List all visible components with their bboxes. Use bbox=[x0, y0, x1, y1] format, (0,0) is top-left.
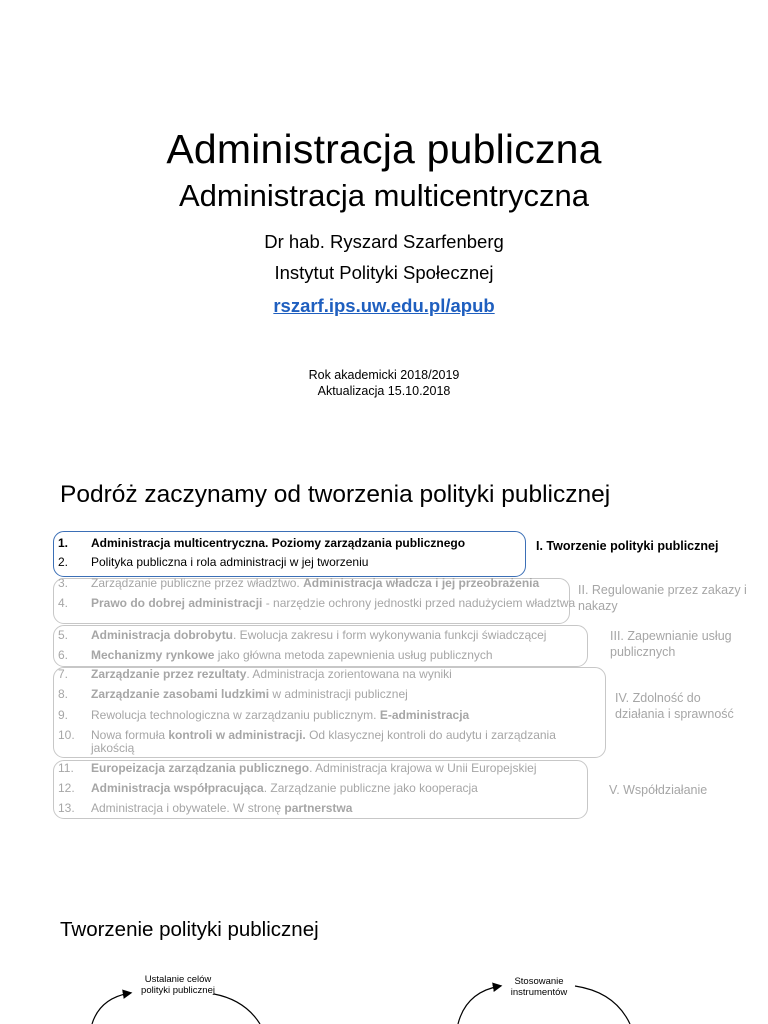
item-number: 8. bbox=[58, 687, 69, 701]
item-bold: Mechanizmy rynkowe bbox=[91, 648, 215, 662]
cycle-arc-right bbox=[458, 986, 500, 1024]
slide-subtitle: Administracja multicentryczna bbox=[178, 178, 590, 213]
item-bold: Administracja multicentryczna. Poziomy zarządzania publicznego bbox=[91, 536, 466, 550]
item-number: 4. bbox=[58, 596, 69, 610]
item-bold: Europeizacja zarządzania publicznego bbox=[91, 761, 310, 775]
item-text: Nowa formuła bbox=[91, 728, 169, 742]
item-text-rest: Od klasycznej kontroli do audytu i zarządzania jakością bbox=[91, 728, 556, 755]
item-text: jako główna metoda zapewnienia usług publicznych bbox=[214, 648, 493, 662]
group-label-5: V. Współdziałanie bbox=[609, 783, 708, 797]
link-row bbox=[0, 295, 768, 317]
item-number: 1. bbox=[58, 536, 69, 550]
item-bold: Zarządzanie przez rezultaty bbox=[91, 667, 247, 681]
item-bold: Administracja współpracująca bbox=[91, 781, 264, 795]
institute-name: Instytut Polityki Społecznej bbox=[274, 262, 494, 283]
item-text: Rewolucja technologiczna w zarządzaniu publicznym. bbox=[91, 708, 380, 722]
section-title-2: Tworzenie polityki publicznej bbox=[60, 918, 319, 941]
academic-year: Rok akademicki 2018/2019 bbox=[308, 368, 460, 382]
item-text: w administracji publicznej bbox=[269, 687, 408, 701]
item-number: 6. bbox=[58, 648, 69, 662]
author-name: Dr hab. Ryszard Szarfenberg bbox=[264, 231, 504, 252]
group-label-1: I. Tworzenie polityki publicznej bbox=[536, 539, 719, 553]
item-bold: Zarządzanie zasobami ludzkimi bbox=[91, 687, 270, 701]
item-number: 5. bbox=[58, 628, 69, 642]
item-text: . Administracja zorientowana na wyniki bbox=[246, 667, 452, 681]
item-text: . Zarządzanie publiczne jako kooperacja bbox=[263, 781, 478, 795]
cycle-arc-left bbox=[92, 993, 130, 1024]
item-text: Administracja i obywatele. W stronę bbox=[91, 801, 285, 815]
cycle-arc-right-2 bbox=[575, 986, 630, 1024]
cycle-arc-left-2 bbox=[214, 994, 260, 1024]
item-bold: kontroli w administracji. bbox=[168, 728, 306, 742]
item-number: 13. bbox=[58, 801, 75, 815]
item-text: Zarządzanie publiczne przez władztwo. bbox=[91, 576, 304, 590]
item-number: 10. bbox=[58, 728, 75, 742]
slide-title: Administracja publiczna bbox=[166, 126, 602, 172]
item-bold: partnerstwa bbox=[284, 801, 353, 815]
item-bold: Administracja władcza i jej przeobrażenia bbox=[303, 576, 540, 590]
item-text: Polityka publiczna i rola administracji w jej tworzeniu bbox=[91, 555, 369, 569]
diagram-node-instruments: Stosowanie instrumentów bbox=[510, 976, 568, 998]
item-text: . Administracja krajowa w Unii Europejskiej bbox=[309, 761, 537, 775]
item-number: 2. bbox=[58, 555, 69, 569]
group-label-4: IV. Zdolność do działania i sprawność bbox=[615, 691, 734, 721]
item-number: 9. bbox=[58, 708, 69, 722]
item-bold: E-administracja bbox=[379, 708, 470, 722]
item-number: 7. bbox=[58, 667, 69, 681]
item-text: - narzędzie ochrony jednostki przed nadużyciem władztwa bbox=[262, 596, 576, 610]
section-title: Podróż zaczynamy od tworzenia polityki publicznej bbox=[60, 481, 611, 508]
group-label-3: III. Zapewnianie usług publicznych bbox=[610, 629, 732, 659]
item-bold: Prawo do dobrej administracji bbox=[91, 596, 263, 610]
item-bold: Administracja dobrobytu bbox=[91, 628, 234, 642]
item-number: 11. bbox=[58, 761, 74, 775]
group-label-2: II. Regulowanie przez zakazy i nakazy bbox=[578, 583, 747, 613]
item-text: . Ewolucja zakresu i form wykonywania funkcji świadczącej bbox=[233, 628, 547, 642]
update-date: Aktualizacja 15.10.2018 bbox=[317, 384, 451, 398]
cycle-diagram bbox=[0, 960, 768, 1024]
item-number: 3. bbox=[58, 576, 69, 590]
course-link[interactable]: rszarf.ips.uw.edu.pl/apub bbox=[273, 295, 495, 316]
item-number: 12. bbox=[58, 781, 75, 795]
diagram-node-goals: Ustalanie celów polityki publicznej bbox=[141, 974, 215, 996]
